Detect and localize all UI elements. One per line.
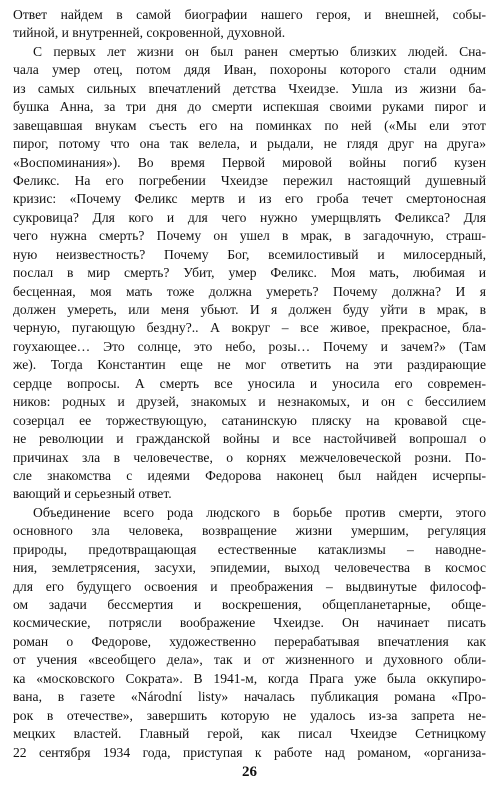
text-line: ную неизвестность? Почему Бог, всемилостивый и милосердный,: [13, 246, 486, 262]
text-line: бушка Анна, за три дня до смерти испекшая своими руками пирог и: [13, 99, 486, 115]
text-line: космические, потрясли воображение Чхеидзе. Он начинает писать: [13, 615, 486, 631]
text-line: пирог, потому что она так велела, и рыдали, не глядя друг на друга»: [13, 136, 486, 152]
text-line: не революции и гражданской войны и все настойчивей вопрошал о: [13, 431, 486, 447]
text-line: бесценная, моя мать тоже должна умереть? Почему должна? И я: [13, 283, 486, 299]
text-line: же). Тогда Константин еще не мог ответить на эти раздирающие: [13, 357, 486, 373]
page-number: 26: [242, 764, 257, 780]
text-line: завещавшая внукам съесть его на поминках по ней («Мы ели этот: [13, 117, 486, 133]
text-line: чего нужна смерть? Почему он ушел в мрак, в загадочную, страш-: [13, 228, 486, 244]
text-line: послал в мир смерть? Убит, умер Феликс. Моя мать, любимая и: [13, 265, 486, 281]
text-line: С первых лет жизни он был ранен смертью близких людей. Сна-: [33, 43, 486, 59]
text-line: ка «московского Сократа». В 1941-м, когда Прага уже была оккупиро-: [13, 670, 486, 686]
text-line: причинах зла в человечестве, о корнях межчеловеческой розни. По-: [13, 449, 486, 465]
text-line: тийной, и внутренней, сокровенной, духовной.: [13, 25, 286, 41]
paragraph: [13, 6, 486, 43]
text-line: мецких властей. Главный герой, как писал Чхеидзе Сетницкому: [13, 726, 486, 742]
text-line: 22 сентября 1934 года, приступая к работе над романом, «организа-: [13, 744, 486, 760]
page-body: [13, 6, 486, 762]
text-line: Объединение всего рода людского в борьбе против смерти, этого: [33, 504, 486, 520]
text-line: ом задачи бессмертия и воскрешения, общепланетарные, обще-: [13, 597, 486, 612]
paragraph: [13, 504, 486, 762]
text-line: Феликс. На его погребении Чхеидзе пережил настоящий душевный: [13, 172, 486, 188]
text-line: созерцал ее торжествующую, сатанинскую пляску на кровавой сце-: [13, 412, 486, 428]
text-line: чала умер отец, потом дядя Иван, похороны которого стали одним: [13, 62, 486, 78]
text-line: черную, пугающую бездну?.. А вокруг – все живое, прекрасное, бла-: [13, 320, 486, 336]
text-line: Ответ найдем в самой биографии нашего героя, и внешней, собы-: [13, 7, 486, 22]
paragraph: [13, 43, 486, 504]
text-line: кризис: «Почему Феликс мертв и из его гроба течет смертоносная: [13, 191, 486, 207]
text-line: вающий и серьезный ответ.: [13, 486, 172, 502]
text-line: сле знакомства с идеями Федорова наконец был найден исчерпы-: [13, 467, 486, 483]
text-line: «Воспоминания»). Во время Первой мировой войны погиб кузен: [13, 154, 486, 170]
text-line: гоухающее… Это солнце, это небо, розы… Почему и зачем?» (Там: [13, 338, 486, 354]
text-line: основного зла человека, возвращение жизни умершим, регуляция: [13, 523, 486, 539]
text-line: природы, предотвращающая естественные катаклизмы – наводне-: [13, 541, 486, 557]
text-line: должен умереть, или меня убьют. И я должен буду уйти в мрак, в: [13, 302, 486, 317]
text-line: сердце вопросы. А смерть все уносила и уносила его современ-: [13, 375, 486, 391]
text-line: вана, в газете «Národní listy» началась публикация романа «Про-: [13, 689, 486, 705]
text-line: от учения «всеобщего дела», так и от жизненного и духовного обли-: [13, 652, 486, 668]
text-line: из самых сильных впечатлений детства Чхеидзе. Ушла из жизни ба-: [13, 80, 486, 96]
text-line: сукровица? Для кого и для чего нужно умерщвлять Феликса? Для: [13, 209, 486, 225]
text-line: рок в отечестве», завершить которую не удалось из-за запрета не-: [13, 707, 486, 723]
text-line: ния, землетрясения, засухи, эпидемии, выход человечества в космос: [13, 560, 486, 576]
text-line: ников: родных и друзей, знакомых и незнакомых, и он с бессилием: [13, 394, 486, 410]
text-line: для его будущего освоения и преображения – выдвинутые философ-: [13, 578, 486, 594]
text-line: роман о Федорове, художественно перерабатывая впечатления как: [13, 633, 486, 649]
